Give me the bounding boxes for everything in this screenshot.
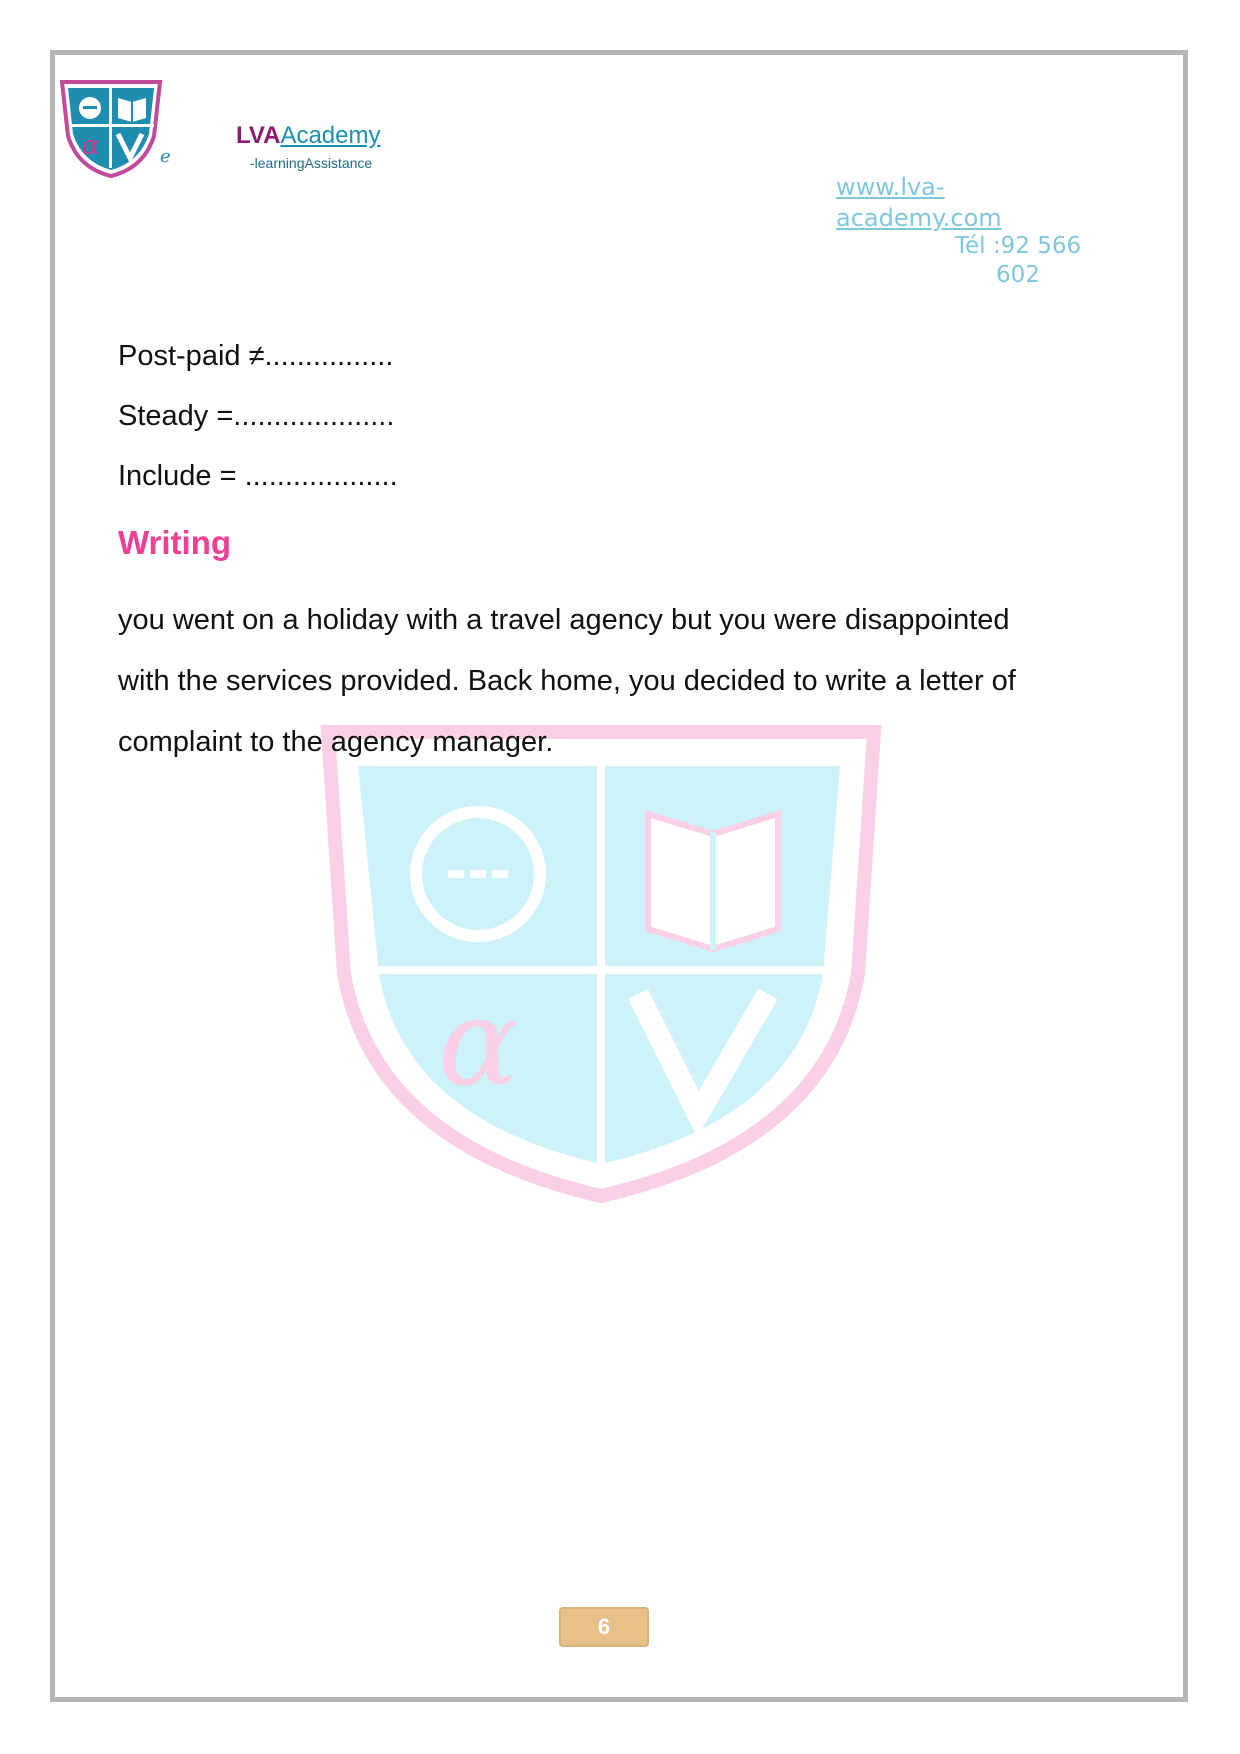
prompt-line-1: you went on a holiday with a travel agency but you were disappointed: [118, 604, 1010, 636]
brand-lva: LVA: [236, 122, 281, 149]
telephone: [948, 232, 1088, 290]
telephone-line-1: Tél :92 566: [954, 233, 1082, 259]
lva-academy-watermark-icon: [318, 724, 884, 1204]
prompt-line-3: complaint to the agency manager.: [118, 726, 554, 758]
brand-tagline: -learningAssistance: [250, 155, 373, 171]
vocab-steady: Steady =....................: [118, 400, 395, 432]
section-title-writing: Writing: [118, 524, 232, 561]
website-line-2: academy.com: [836, 204, 1002, 232]
brand-academy: Academy: [280, 122, 381, 149]
svg-text:α: α: [82, 131, 100, 161]
writing-prompt: [118, 590, 1108, 773]
vocab-post-paid: Post-paid ≠................: [118, 340, 394, 372]
brand-name: [236, 122, 380, 150]
vocab-include: Include = ...................: [118, 460, 398, 492]
logo-lettermark: e: [160, 146, 171, 167]
lva-academy-shield-logo-icon: [56, 78, 166, 178]
prompt-line-2: with the services provided. Back home, you decided to write a letter of: [118, 665, 1016, 697]
svg-text:α: α: [438, 974, 520, 1113]
website-link[interactable]: [836, 172, 1026, 234]
telephone-line-2: 602: [996, 262, 1040, 288]
page-number: 6: [559, 1607, 649, 1647]
website-line-1: www.lva-: [836, 173, 945, 201]
